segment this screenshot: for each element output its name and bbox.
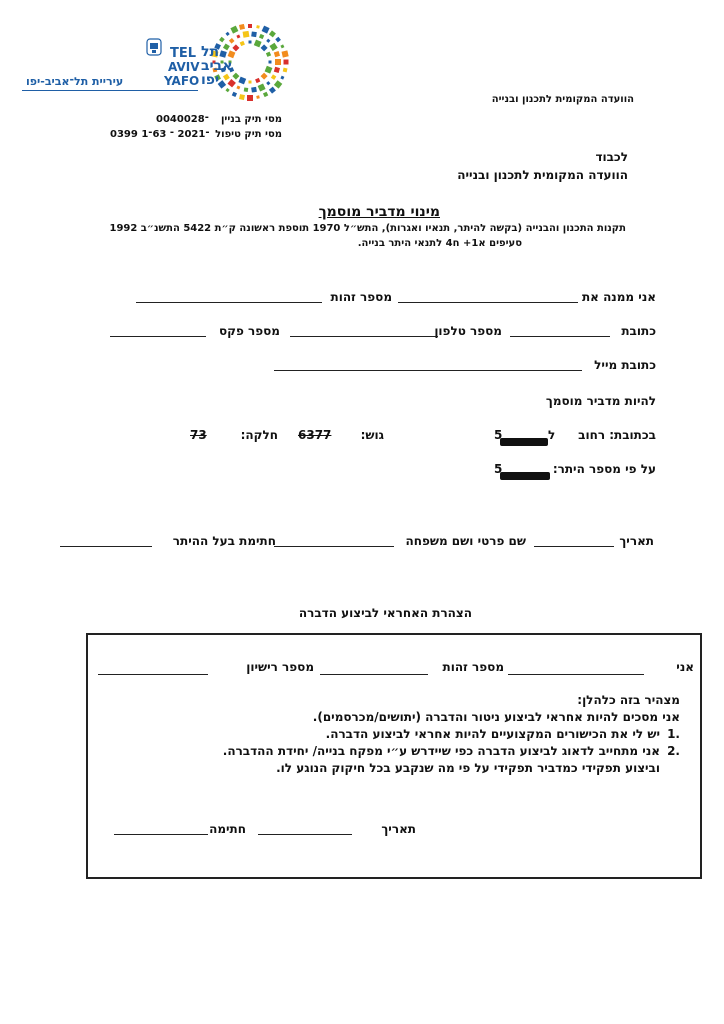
appoint-label: אני ממנה את	[581, 290, 656, 304]
mosaic-tile	[249, 81, 252, 84]
mosaic-tile	[225, 88, 229, 92]
address-label: כתובת	[621, 324, 656, 338]
municipality-name: עיריית תל־אביב-יפו	[26, 75, 124, 88]
municipality-logo	[18, 24, 308, 104]
mosaic-tile	[219, 50, 226, 57]
permit-tail: 5	[494, 462, 503, 476]
mosaic-tile	[284, 60, 289, 65]
appointee-name-field[interactable]	[398, 302, 578, 303]
mosaic-tile	[274, 67, 280, 73]
mosaic-tile	[258, 84, 266, 92]
owner-date-field[interactable]	[534, 546, 614, 547]
logo-text-en-3: YAFO	[164, 74, 200, 88]
mosaic-tile	[265, 66, 273, 74]
declarant-id-label: מספר זהות	[442, 660, 504, 674]
location-street-partial: ל	[548, 428, 556, 442]
phone-label: מספר טלפון	[434, 324, 502, 338]
appointee-id-label: מספר זהות	[330, 290, 392, 304]
fax-label: מספר פקס	[218, 324, 280, 338]
location-tail: 5	[494, 428, 503, 442]
helka-value: 73	[190, 428, 207, 442]
logo-text-en-2: AVIV	[168, 60, 200, 74]
declarant-date-label: תאריך	[381, 822, 416, 836]
mosaic-tile	[254, 40, 262, 48]
handling-file-value: 0399 ־2021 ־ 63־1	[110, 129, 210, 140]
declarant-name-field[interactable]	[508, 674, 644, 675]
declarant-signature-field[interactable]	[114, 834, 208, 835]
building-file-label: מסי תיק בניין	[220, 114, 282, 125]
mosaic-tile	[280, 76, 284, 80]
city-emblem-icon	[146, 38, 162, 56]
role-text: להיות מדביר מוסמך	[545, 394, 656, 408]
mosaic-tile	[269, 43, 277, 51]
logo-text-he-1: תל	[201, 44, 220, 60]
declarant-date-field[interactable]	[258, 834, 352, 835]
declaration-heading: הצהרת האחראי לביצוע הדברה	[298, 606, 472, 620]
logo-underline	[22, 90, 198, 91]
mosaic-tile	[266, 39, 270, 43]
mosaic-tile	[275, 59, 281, 65]
mosaic-tile	[275, 37, 281, 43]
logo-text-he-2: אביב	[201, 58, 233, 74]
building-file-value: 0040־028	[156, 114, 209, 125]
mosaic-tile	[236, 35, 240, 39]
mosaic-tile	[248, 24, 252, 28]
mosaic-tile	[261, 44, 268, 51]
item-1-number: 1.	[667, 727, 680, 741]
helka-label: חלקה:	[240, 428, 278, 442]
mosaic-tile	[244, 87, 249, 92]
item-2-text: אני מתחייב לדאוג לביצוע הדברה כפי שיידרש ע״י מפקח בנייה/ יחידת ההדברה.	[222, 744, 660, 758]
permit-label: על פי מספר היתר:	[552, 462, 656, 476]
mosaic-tile	[236, 86, 240, 90]
agree-text: אני מסכים להיות אחראי לביצוע ניטור והדברה (יתושים/מכרסמים).	[312, 710, 680, 724]
mosaic-tile	[255, 78, 260, 83]
mosaic-tile	[274, 51, 280, 57]
mosaic-tile	[225, 32, 229, 36]
mosaic-tile	[243, 31, 250, 38]
regulation-line-1: תקנות התכנון והבנייה (בקשה להיתר, תנאיו ואגרות), התש״ל 1970 תוספת ראשונה ק״ת 5422 התשנ״ב 1992	[109, 223, 626, 234]
mosaic-tile	[262, 26, 270, 34]
mosaic-tile	[232, 44, 239, 51]
mosaic-tile	[256, 95, 260, 99]
declarant-label: אני	[676, 660, 694, 674]
mosaic-tile	[249, 41, 252, 44]
logo-text-he-3: יפו	[201, 72, 220, 88]
owner-name-field[interactable]	[274, 546, 394, 547]
mosaic-tile	[269, 30, 276, 37]
declarant-license-field[interactable]	[98, 674, 208, 675]
declarant-license-label: מספר רישיון	[246, 660, 314, 674]
email-label: כתובת מייל	[594, 358, 656, 372]
mosaic-tile	[269, 61, 272, 64]
owner-signature-field[interactable]	[60, 546, 152, 547]
mosaic-tile	[239, 94, 245, 100]
committee-header: הוועדה המקומית לתכנון ובנייה	[491, 94, 634, 105]
mosaic-tile	[266, 81, 270, 85]
gush-value: 6377	[298, 428, 332, 442]
mosaic-tile	[280, 44, 284, 48]
owner-date-label: תאריך	[619, 534, 654, 548]
page-title: מינוי מדביר מוסמך	[318, 204, 440, 220]
addressee-committee: הוועדה המקומית לתכנון ובנייה	[457, 168, 628, 182]
location-label: בכתובת: רחוב	[578, 428, 656, 442]
mosaic-tile	[219, 37, 225, 43]
appointee-id-field[interactable]	[136, 302, 322, 303]
item-1-text: יש לי את הכישורים המקצועיים להיות אחראי לביצוע הדברה.	[325, 727, 660, 741]
mosaic-tile	[240, 41, 245, 46]
permit-redaction	[500, 465, 550, 484]
address-field[interactable]	[510, 336, 610, 337]
mosaic-tile	[232, 73, 239, 80]
mosaic-tile	[283, 68, 288, 73]
mosaic-tile	[251, 31, 257, 37]
mosaic-tile	[261, 73, 268, 80]
mosaic-tile	[227, 79, 235, 87]
handling-file-label: מסי תיק טיפול	[215, 129, 282, 140]
regulation-line-2: סעיפים א1+ ח4 לתנאי היתר בנייה.	[357, 238, 522, 249]
mosaic-tile	[239, 24, 245, 30]
mosaic-tile	[282, 50, 289, 57]
location-street-redaction	[500, 431, 548, 450]
mosaic-tile	[247, 95, 253, 101]
email-field[interactable]	[274, 370, 582, 371]
owner-name-label: שם פרטי ושם משפחה	[405, 534, 526, 548]
item-2-continuation: וביצוע תפקידי כמדביר תפקידי על פי מה שנקבע בכל חיקוק הנוגע לו.	[276, 761, 660, 775]
mosaic-tile	[223, 43, 230, 50]
mosaic-tile	[232, 92, 237, 97]
mosaic-tile	[259, 34, 264, 39]
phone-field[interactable]	[290, 336, 438, 337]
addressee-to: לכבוד	[595, 150, 628, 164]
declarant-id-field[interactable]	[320, 674, 428, 675]
mosaic-tile	[223, 74, 230, 81]
mosaic-tile	[256, 25, 260, 29]
fax-field[interactable]	[110, 336, 206, 337]
owner-signature-label: חתימת בעל ההיתר	[172, 534, 276, 548]
item-2-number: 2.	[667, 744, 680, 758]
mosaic-tile	[269, 87, 276, 94]
mosaic-tile	[266, 52, 271, 57]
declare-text: מצהיר בזה כלהלן:	[577, 693, 680, 707]
logo-text-en-1: TEL	[170, 46, 197, 61]
mosaic-tile	[238, 77, 246, 85]
mosaic-tile	[229, 38, 235, 44]
declarant-signature-label: חתימה	[209, 822, 246, 836]
mosaic-tile	[274, 80, 282, 88]
mosaic-tile	[251, 87, 257, 93]
mosaic-tile	[230, 26, 238, 34]
mosaic-tile	[263, 92, 268, 97]
gush-label: גוש:	[360, 428, 384, 442]
mosaic-tile	[271, 74, 277, 80]
